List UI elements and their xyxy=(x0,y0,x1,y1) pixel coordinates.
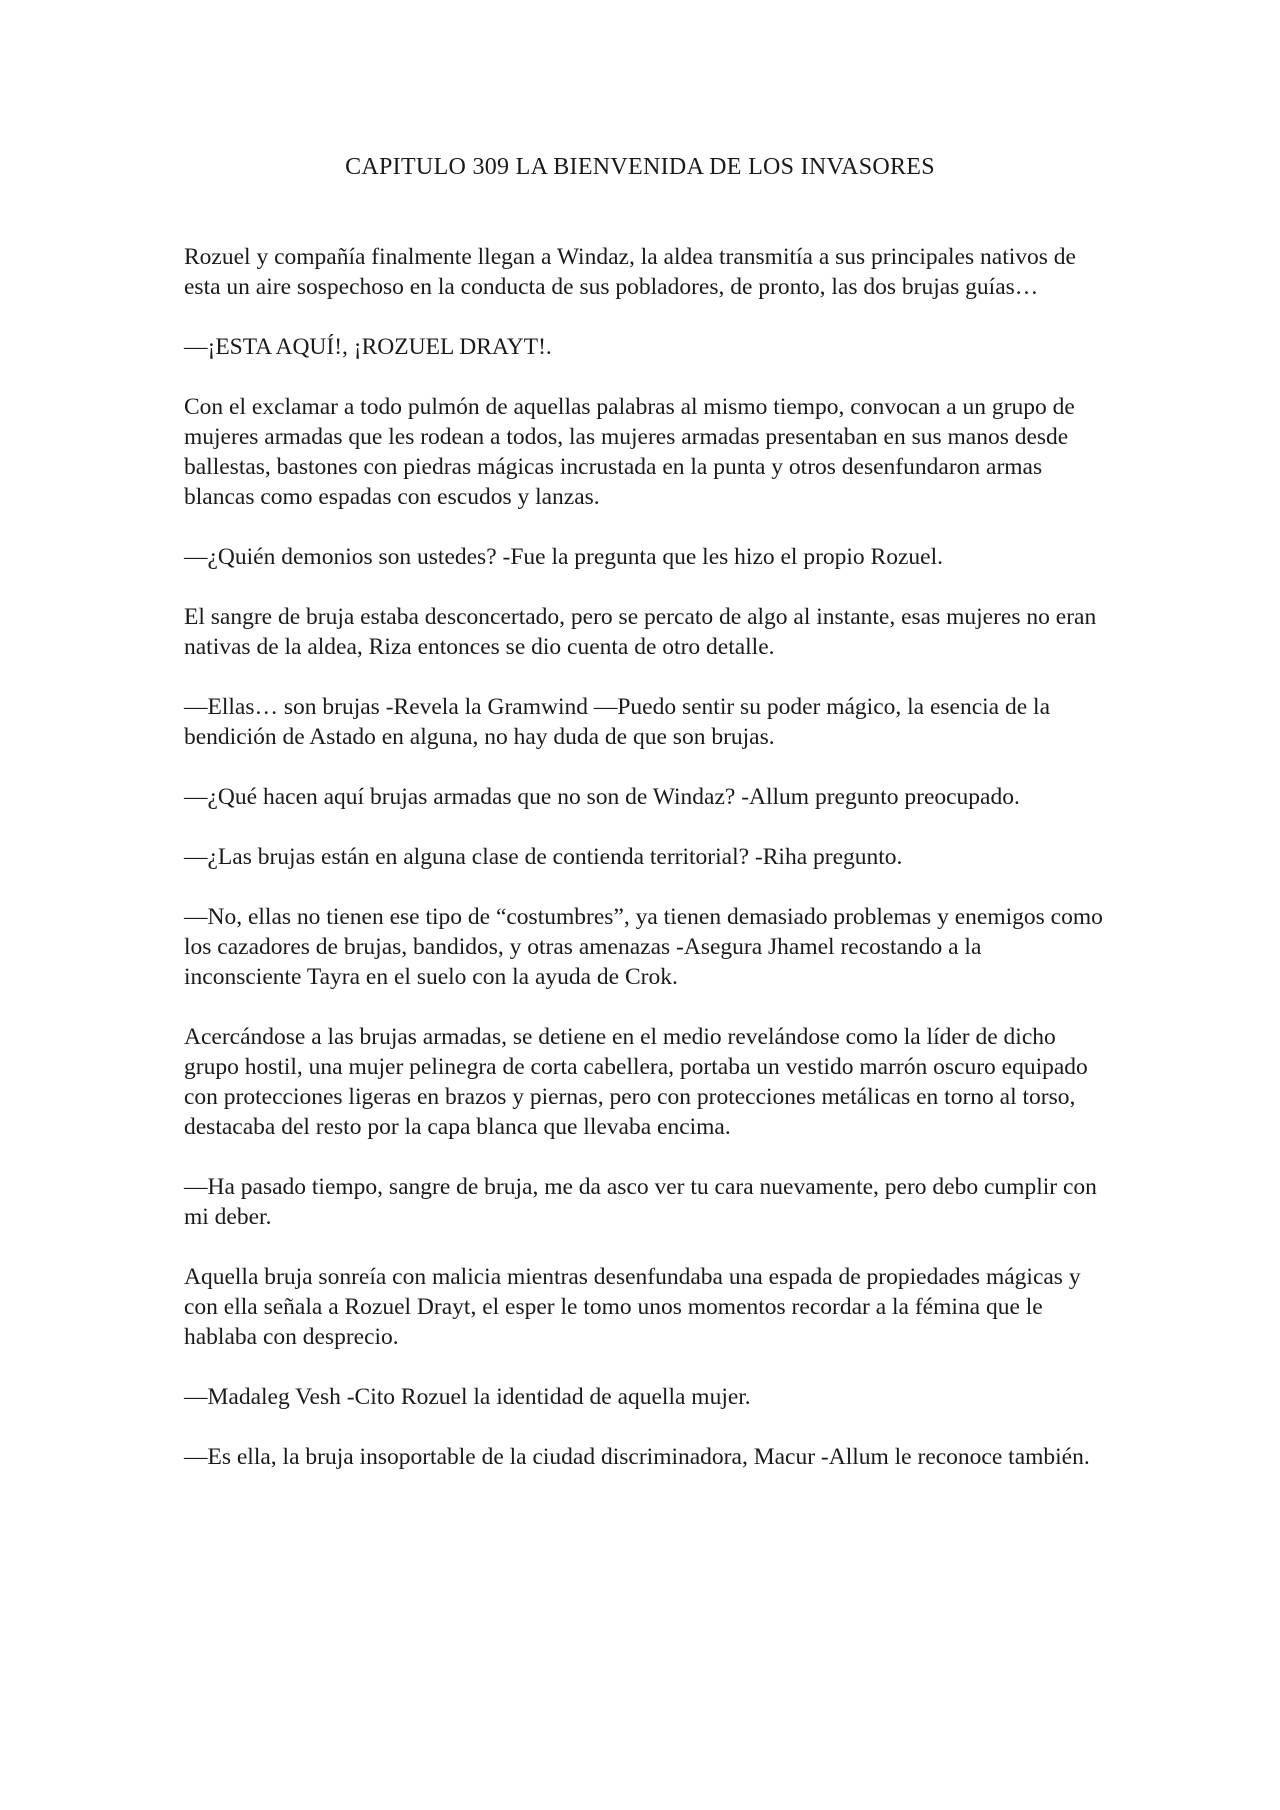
paragraph: —¿Las brujas están en alguna clase de contienda territorial? -Riha pregunto. xyxy=(184,844,903,870)
paragraph: Aquella bruja sonreía con malicia mientras desenfundaba una espada de propiedades mágicas y con ella señala a Rozuel Drayt, el esper le tomo unos momentos recordar a la fémina que le hablaba con desprecio. xyxy=(184,1264,1081,1350)
paragraph: Acercándose a las brujas armadas, se detiene en el medio revelándose como la líder de dicho grupo hostil, una mujer pelinegra de corta cabellera, portaba un vestido marrón oscuro equipado con protecciones ligeras en brazos y piernas, pero con protecciones metálicas en torno al torso, destacaba del resto por la capa blanca que llevaba encima. xyxy=(184,1024,1088,1140)
paragraph: —¿Qué hacen aquí brujas armadas que no son de Windaz? -Allum pregunto preocupado. xyxy=(184,784,1020,810)
paragraph: —Madaleg Vesh -Cito Rozuel la identidad de aquella mujer. xyxy=(184,1384,751,1410)
paragraph: El sangre de bruja estaba desconcertado, pero se percato de algo al instante, esas mujeres no eran nativas de la aldea, Riza entonces se dio cuenta de otro detalle. xyxy=(184,604,1097,660)
paragraph: —Ha pasado tiempo, sangre de bruja, me da asco ver tu cara nuevamente, pero debo cumplir con mi deber. xyxy=(184,1174,1097,1230)
chapter-body xyxy=(184,242,1104,1502)
paragraph: Rozuel y compañía finalmente llegan a Windaz, la aldea transmitía a sus principales nativos de esta un aire sospechoso en la conducta de sus pobladores, de pronto, las dos brujas guías… xyxy=(184,244,1076,300)
paragraph: —Es ella, la bruja insoportable de la ciudad discriminadora, Macur -Allum le reconoce también. xyxy=(184,1444,1090,1470)
paragraph: —Ellas… son brujas -Revela la Gramwind —Puedo sentir su poder mágico, la esencia de la bendición de Astado en alguna, no hay duda de que son brujas. xyxy=(184,694,1051,750)
paragraph: Con el exclamar a todo pulmón de aquellas palabras al mismo tiempo, convocan a un grupo de mujeres armadas que les rodean a todos, las mujeres armadas presentaban en sus manos desde ballestas, bastones con piedras mágicas incrustada en la punta y otros desenfundaron armas blancas como espadas con escudos y lanzas. xyxy=(184,394,1075,510)
paragraph: —¡ESTA AQUÍ!, ¡ROZUEL DRAYT!. xyxy=(184,334,552,360)
chapter-title: CAPITULO 309 LA BIENVENIDA DE LOS INVASORES xyxy=(345,154,935,180)
paragraph: —¿Quién demonios son ustedes? -Fue la pregunta que les hizo el propio Rozuel. xyxy=(184,544,943,570)
paragraph: —No, ellas no tienen ese tipo de “costumbres”, ya tienen demasiado problemas y enemigos como los cazadores de brujas, bandidos, y otras amenazas -Asegura Jhamel recostando a la inconsciente Tayra en el suelo con la ayuda de Crok. xyxy=(184,904,1103,990)
